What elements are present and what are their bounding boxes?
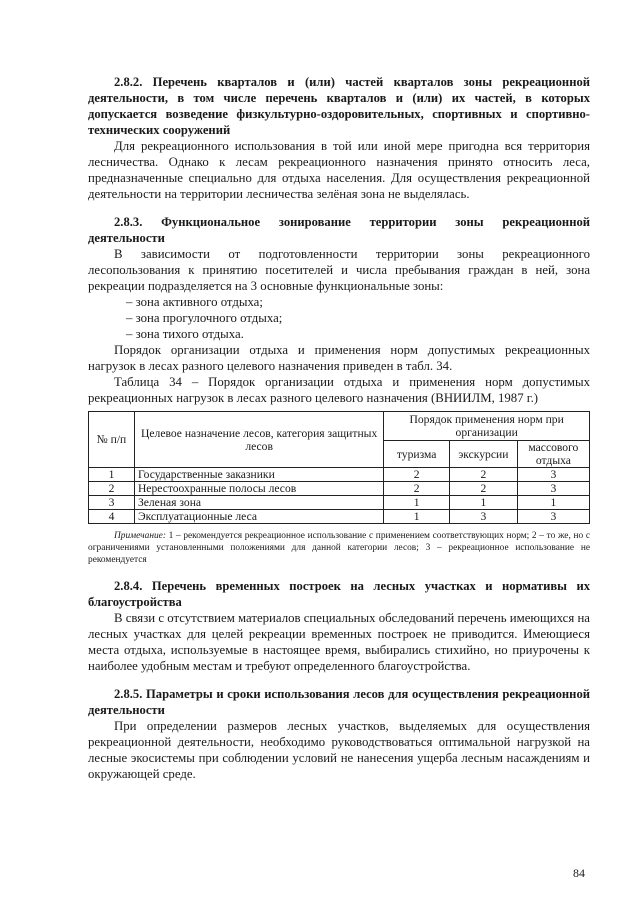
row-tourism: 1 <box>384 496 450 510</box>
row-purpose: Государственные заказники <box>134 468 383 482</box>
zone-list-item: – зона активного отдыха; <box>126 295 263 309</box>
row-tourism: 2 <box>384 468 450 482</box>
row-excursions: 1 <box>449 496 517 510</box>
zone-list-item: – зона прогулочного отдыха; <box>126 311 283 325</box>
zone-list-item: – зона тихого отдыха. <box>126 327 244 341</box>
table-row <box>89 482 590 496</box>
section-2-8-4-paragraph: В связи с отсутствием материалов специальных обследований перечень имеющихся на лесных участках для целей рекреации временных построек не приводится. Имеющиеся места отдыха, используемые в настоящее время, выбирались стихийно, но приурочены к наиболее удобным местам и требуют определенного благоустройства. <box>88 611 590 673</box>
table-note-label: Примечание: <box>114 531 166 541</box>
row-number: 2 <box>89 482 135 496</box>
section-2-8-2-paragraph: Для рекреационного использования в той или иной мере пригодна вся территория лесничества. Однако к лесам рекреационного назначения принято относить леса, предназначенные специально для отдыха населения. Для осуществления рекреационной деятельности на территории лесничества зелёная зона не выделялась. <box>88 139 590 201</box>
row-number: 3 <box>89 496 135 510</box>
row-purpose: Нерестоохранные полосы лесов <box>134 482 383 496</box>
section-2-8-4-heading: 2.8.4. Перечень временных построек на лесных участках и нормативы их благоустройства <box>88 579 590 609</box>
recreation-norms-table <box>88 411 590 524</box>
row-number: 4 <box>89 510 135 524</box>
table-note <box>88 530 590 566</box>
row-excursions: 3 <box>449 510 517 524</box>
header-number: № п/п <box>89 412 135 468</box>
section-2-8-3-heading: 2.8.3. Функциональное зонирование территории зоны рекреационной деятельности <box>88 215 590 245</box>
row-mass-rest: 3 <box>517 510 589 524</box>
page-number: 84 <box>573 866 585 880</box>
table-caption: Таблица 34 – Порядок организации отдыха и применения норм допустимых рекреационных нагрузок в лесах разного целевого назначения (ВНИИЛМ, 1987 г.) <box>88 375 590 405</box>
row-tourism: 2 <box>384 482 450 496</box>
row-purpose: Зеленая зона <box>134 496 383 510</box>
section-2-8-2-heading: 2.8.2. Перечень кварталов и (или) частей кварталов зоны рекреационной деятельности, в том числе перечень кварталов и (или) их частей, в которых допускается возведение физкультурно-оздоровительных, спортивных и спортивно-технических сооружений <box>88 75 590 137</box>
table-note-text: 1 – рекомендуется рекреационное использование с применением соответствующих норм; 2 – то же, но с ограничениями установленными положениями для данной категории лесов; 3 – рекреационное использование не рекомендуется <box>88 531 591 565</box>
table-row <box>89 468 590 482</box>
row-excursions: 2 <box>449 482 517 496</box>
header-mass-rest: массового отдыха <box>517 441 589 468</box>
table-row <box>89 510 590 524</box>
header-purpose: Целевое назначение лесов, категория защитных лесов <box>134 412 383 468</box>
row-purpose: Эксплуатационные леса <box>134 510 383 524</box>
row-excursions: 2 <box>449 468 517 482</box>
section-2-8-3-paragraph-2: Порядок организации отдыха и применения норм допустимых рекреационных нагрузок в лесах разного целевого назначения приведен в табл. 34. <box>88 343 590 373</box>
document-page <box>88 74 590 782</box>
row-mass-rest: 1 <box>517 496 589 510</box>
table-header-row <box>89 412 590 441</box>
section-2-8-5-paragraph: При определении размеров лесных участков, выделяемых для осуществления рекреационной деятельности, необходимо руководствоваться оптимальной нагрузкой на лесные экосистемы при соблюдении условий не нанесения ущерба лесным насаждениям и окружающей среде. <box>88 719 590 781</box>
row-mass-rest: 3 <box>517 482 589 496</box>
row-number: 1 <box>89 468 135 482</box>
section-2-8-3-paragraph: В зависимости от подготовленности территории зоны рекреационного лесопользования к принятию посетителей и числа пребывания граждан в ней, зона рекреации подразделяется на 3 основные функциональные зоны: <box>88 247 590 293</box>
table-row <box>89 496 590 510</box>
section-2-8-5-heading: 2.8.5. Параметры и сроки использования лесов для осуществления рекреационной деятельности <box>88 687 590 717</box>
row-tourism: 1 <box>384 510 450 524</box>
header-order: Порядок применения норм при организации <box>384 412 590 441</box>
row-mass-rest: 3 <box>517 468 589 482</box>
header-tourism: туризма <box>384 441 450 468</box>
header-excursions: экскурсии <box>449 441 517 468</box>
